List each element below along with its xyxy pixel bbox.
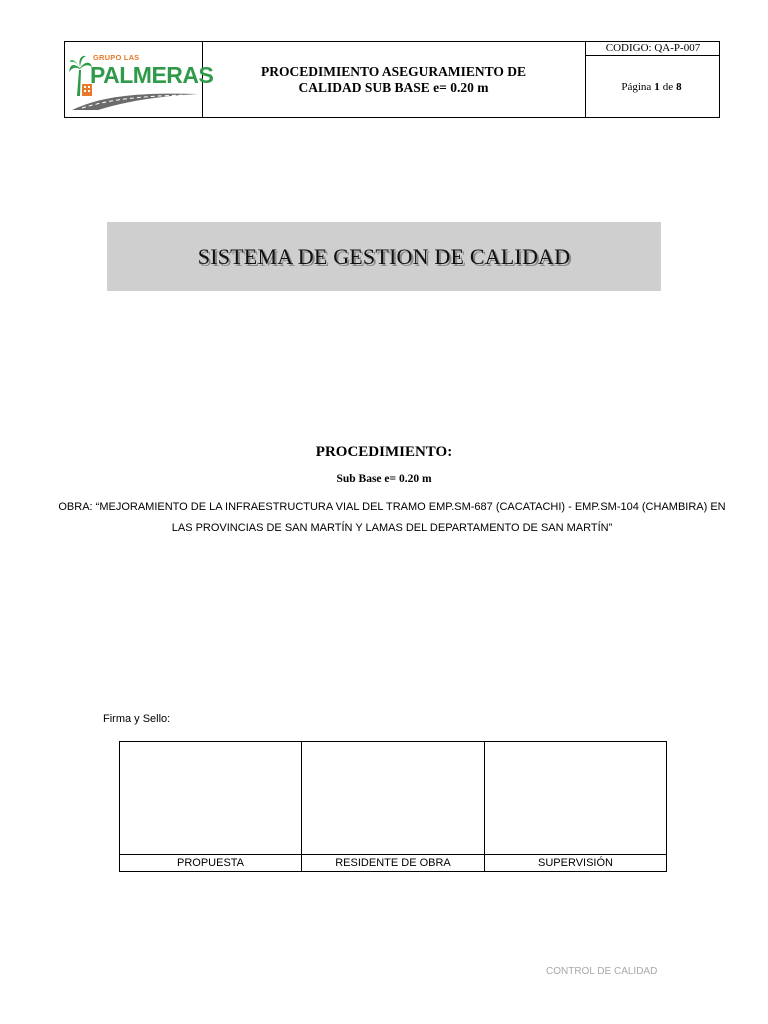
logo-cell	[65, 42, 214, 117]
document-header	[64, 41, 720, 118]
page-total: 8	[676, 80, 682, 93]
page-indicator	[586, 56, 720, 117]
page-word: Página	[621, 80, 652, 93]
title-line-2: CALIDAD SUB BASE e= 0.20 m	[298, 79, 489, 95]
signature-column-propuesta	[120, 742, 302, 871]
footer-text: CONTROL DE CALIDAD	[546, 966, 658, 977]
page-of: de	[662, 80, 674, 93]
obra-description: OBRA: “MEJORAMIENTO DE LA INFRAESTRUCTURA VIAL DEL TRAMO EMP.SM-687 (CACATACHI) - EMP.SM-104 (CHAMBIRA) EN LAS PROVINCIAS DE SAN MARTÍN Y LAMAS DEL DEPARTAMENTO DE SAN MARTÍN”	[58, 501, 726, 534]
signature-column-label: PROPUESTA	[176, 857, 245, 869]
signature-column-residente	[302, 742, 485, 871]
signature-column-label: RESIDENTE DE OBRA	[335, 857, 451, 869]
procedure-title: PROCEDIMIENTO:	[315, 444, 453, 460]
document-title	[202, 42, 586, 117]
company-logo	[68, 48, 214, 112]
signature-column-label: SUPERVISIÓN	[538, 857, 613, 869]
title-line-1: PROCEDIMIENTO ASEGURAMIENTO DE	[260, 63, 527, 79]
signature-label: Firma y Sello:	[103, 713, 171, 725]
system-banner	[107, 222, 661, 291]
signature-box	[485, 742, 666, 855]
banner-title: SISTEMA DE GESTION DE CALIDAD	[197, 243, 571, 269]
page-current: 1	[654, 80, 660, 93]
logo-small-text: GRUPO LAS	[93, 53, 140, 62]
signature-table	[119, 741, 667, 872]
signature-column-supervision	[485, 742, 666, 871]
signature-box	[120, 742, 301, 855]
signature-box	[302, 742, 484, 855]
document-code: CODIGO: QA-P-007	[586, 42, 720, 56]
procedure-subtitle: Sub Base e= 0.20 m	[336, 473, 432, 485]
logo-big-text: PALMERAS	[90, 62, 214, 88]
